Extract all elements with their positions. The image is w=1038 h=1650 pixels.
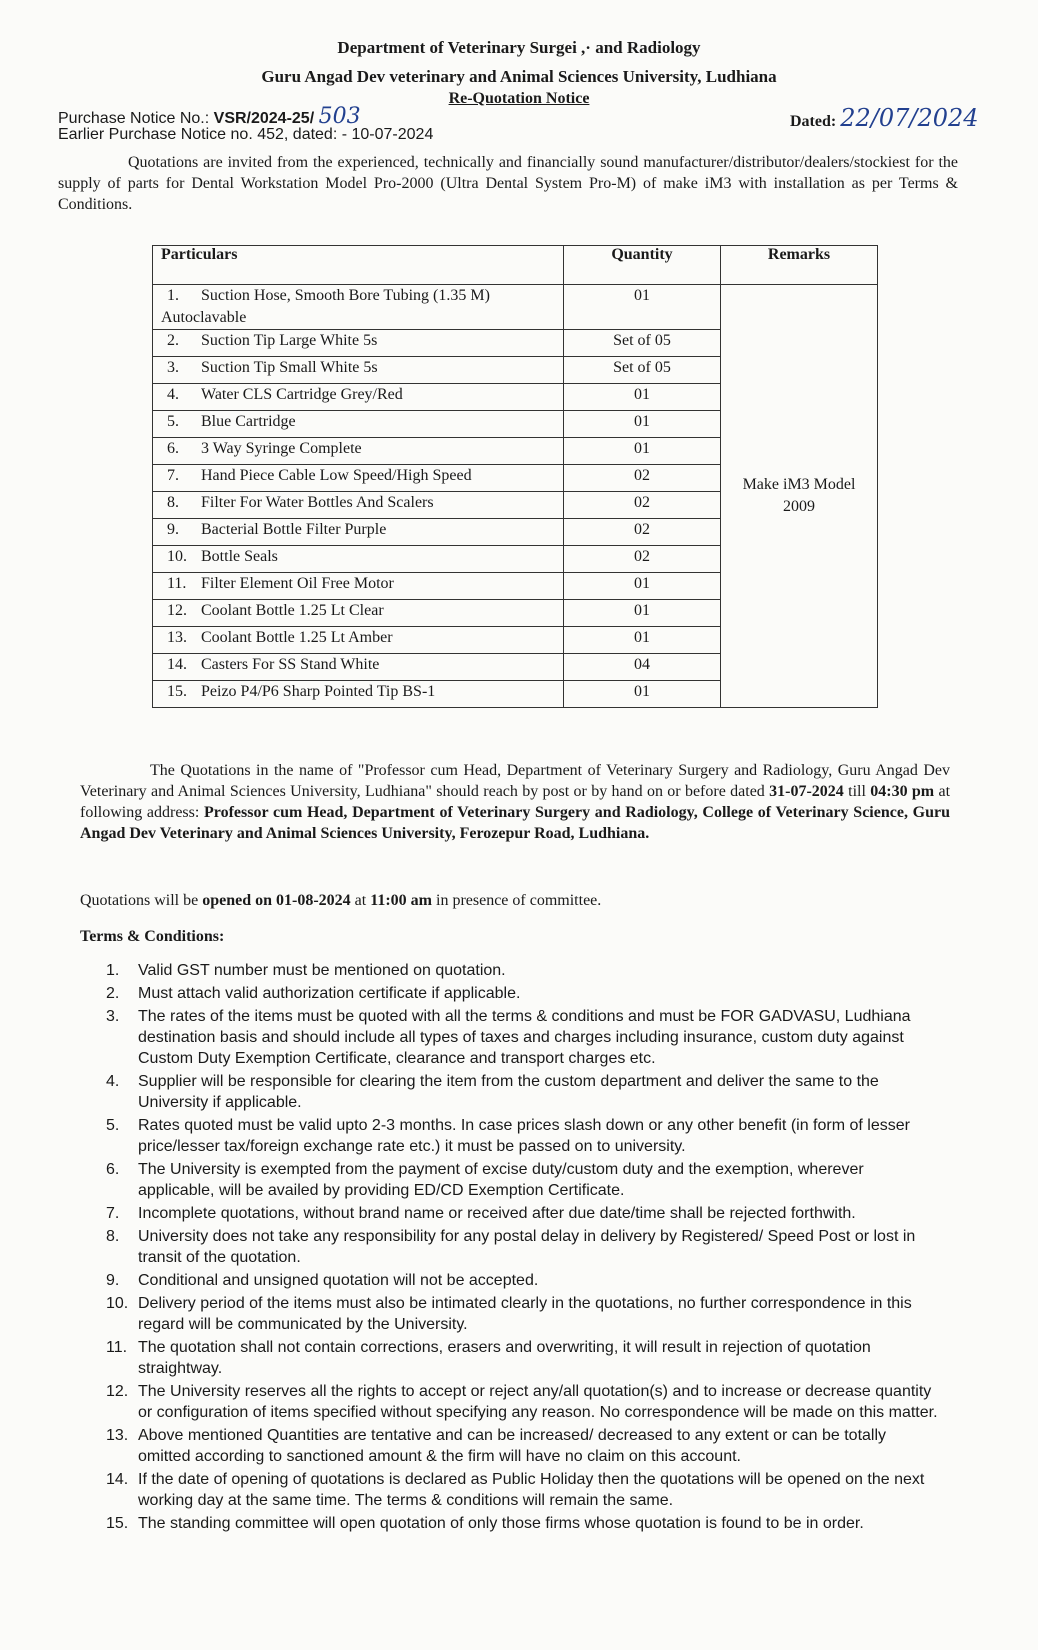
item-number: 11. (167, 575, 187, 592)
submission-text-1: The Quotations in the name of "Professor cum Head, Department of Veterinary Surgery and Radiology, Guru Angad Dev Veterinary and Animal Sciences University, Ludhiana" should reach by post or by hand on or before dated (80, 762, 950, 800)
item-name: Peizo P4/P6 Sharp Pointed Tip BS-1 (201, 683, 436, 700)
item-number: 12. (167, 602, 187, 619)
term-text: If the date of opening of quotations is declared as Public Holiday then the quotations will be opened on the next working day at the same time. The terms & conditions will remain the same. (138, 1471, 925, 1509)
term-item (106, 1006, 941, 1069)
term-item (106, 1293, 941, 1335)
header-quantity: Quantity (564, 246, 721, 285)
purchase-notice-number: VSR/2024-25/ (213, 110, 315, 127)
item-quantity: 01 (564, 411, 721, 438)
term-item (106, 1226, 941, 1268)
term-number: 2. (106, 985, 120, 1002)
terms-heading: Terms & Conditions: (80, 928, 225, 945)
item-quantity: Set of 05 (564, 357, 721, 384)
item-quantity: 02 (564, 465, 721, 492)
item-particulars (153, 285, 564, 330)
notice-title: Re-Quotation Notice (448, 90, 590, 107)
earlier-notice-line: Earlier Purchase Notice no. 452, dated: - 10-07-2024 (58, 126, 434, 143)
item-particulars (153, 438, 564, 465)
term-item (106, 960, 941, 981)
item-quantity: 01 (564, 438, 721, 465)
opening-paragraph (80, 890, 950, 911)
item-name: Bacterial Bottle Filter Purple (201, 521, 387, 538)
table-header-row (153, 246, 878, 285)
department-heading: Department of Veterinary Surgei ,· and Radiology (337, 38, 701, 57)
term-item (106, 1425, 941, 1467)
term-item (106, 1071, 941, 1113)
dated-line (790, 104, 979, 132)
term-text: The University is exempted from the payment of excise duty/custom duty and the exemption, wherever applicable, will be availed by providing ED/CD Exemption Certificate. (138, 1161, 864, 1199)
term-text: Valid GST number must be mentioned on quotation. (138, 962, 506, 979)
opening-text-3: in presence of committee. (432, 892, 602, 909)
intro-text: Quotations are invited from the experienced, technically and financially sound manufacturer/distributor/dealers/stockiest for the supply of parts for Dental Workstation Model Pro-2000 (Ultra Dental System Pro-M) of make iM3 with installation as per Terms & Conditions. (58, 154, 958, 213)
intro-paragraph (58, 152, 958, 215)
university-heading: Guru Angad Dev veterinary and Animal Sciences University, Ludhiana (261, 67, 777, 86)
header-remarks: Remarks (721, 246, 878, 285)
item-number: 9. (167, 521, 179, 538)
term-text: Must attach valid authorization certificate if applicable. (138, 985, 521, 1002)
term-item (106, 1513, 941, 1534)
term-item (106, 1381, 941, 1423)
item-name: Suction Tip Large White 5s (201, 332, 378, 349)
item-number: 15. (167, 683, 187, 700)
term-number: 6. (106, 1161, 120, 1178)
submission-address: Professor cum Head, Department of Veterinary Surgery and Radiology, College of Veterinary Science, Guru Angad Dev Veterinary and Animal Sciences University, Ferozepur Road, Ludhiana. (80, 804, 950, 842)
item-particulars (153, 654, 564, 681)
item-number: 5. (167, 413, 179, 430)
term-number: 15. (106, 1515, 129, 1532)
item-name: Filter Element Oil Free Motor (201, 575, 394, 592)
item-quantity: 02 (564, 492, 721, 519)
item-quantity: Set of 05 (564, 330, 721, 357)
term-item (106, 1337, 941, 1379)
term-text: The rates of the items must be quoted with all the terms & conditions and must be FOR GADVASU, Ludhiana destination basis and should include all types of taxes and charges including insurance, custom duty against Custom Duty Exemption Certificate, clearance and transport charges etc. (138, 1008, 911, 1067)
item-number: 3. (167, 359, 179, 376)
term-text: The University reserves all the rights to accept or reject any/all quotation(s) and to increase or decrease quantity or configuration of items specified without specifying any reason. No correspondence will be made on this matter. (138, 1383, 938, 1421)
item-name: Suction Hose, Smooth Bore Tubing (1.35 M) Autoclavable (161, 287, 490, 326)
item-number: 6. (167, 440, 179, 457)
item-number: 4. (167, 386, 179, 403)
item-name: Hand Piece Cable Low Speed/High Speed (201, 467, 472, 484)
opening-date: opened on 01-08-2024 (202, 892, 351, 909)
remarks-cell: Make iM3 Model 2009 (721, 285, 878, 708)
item-particulars (153, 411, 564, 438)
item-number: 14. (167, 656, 187, 673)
submission-paragraph (80, 760, 950, 844)
header-particulars: Particulars (153, 246, 564, 285)
item-particulars (153, 546, 564, 573)
term-number: 3. (106, 1008, 120, 1025)
term-number: 8. (106, 1228, 120, 1245)
term-item (106, 1159, 941, 1201)
term-number: 7. (106, 1205, 120, 1222)
term-item (106, 983, 941, 1004)
item-name: Water CLS Cartridge Grey/Red (201, 386, 403, 403)
item-number: 10. (167, 548, 187, 565)
item-quantity: 01 (564, 573, 721, 600)
item-particulars (153, 330, 564, 357)
item-quantity: 02 (564, 519, 721, 546)
term-text: University does not take any responsibility for any postal delay in delivery by Registered/ Speed Post or lost in transit of the quotation. (138, 1228, 916, 1266)
term-number: 11. (106, 1339, 128, 1356)
items-table-body (153, 285, 878, 708)
item-particulars (153, 465, 564, 492)
item-particulars (153, 492, 564, 519)
deadline-time: 04:30 pm (870, 783, 935, 800)
item-number: 2. (167, 332, 179, 349)
item-name: Casters For SS Stand White (201, 656, 380, 673)
handwritten-date: 22/07/2024 (840, 104, 979, 132)
term-number: 4. (106, 1073, 120, 1090)
opening-text-2: at (350, 892, 371, 909)
item-particulars (153, 627, 564, 654)
term-number: 10. (106, 1295, 129, 1312)
term-text: The quotation shall not contain corrections, erasers and overwriting, it will result in rejection of quotation straightway. (138, 1339, 871, 1377)
item-quantity: 01 (564, 600, 721, 627)
item-number: 7. (167, 467, 179, 484)
submission-text-2: till (843, 783, 871, 800)
items-table (152, 245, 878, 708)
item-name: Suction Tip Small White 5s (201, 359, 378, 376)
item-quantity: 02 (564, 546, 721, 573)
item-number: 8. (167, 494, 179, 511)
term-text: Rates quoted must be valid upto 2-3 months. In case prices slash down or any other benefit (in form of lesser price/lesser tax/foreign exchange rate etc.) it must be passed on to university. (138, 1117, 910, 1155)
term-number: 1. (106, 962, 120, 979)
dated-label: Dated: (790, 113, 837, 130)
term-text: Incomplete quotations, without brand name or received after due date/time shall be rejected forthwith. (138, 1205, 856, 1222)
item-quantity: 01 (564, 627, 721, 654)
item-particulars (153, 384, 564, 411)
item-name: Coolant Bottle 1.25 Lt Amber (201, 629, 393, 646)
term-text: Supplier will be responsible for clearing the item from the custom department and deliver the same to the University if applicable. (138, 1073, 879, 1111)
item-name: Blue Cartridge (201, 413, 296, 430)
item-name: Coolant Bottle 1.25 Lt Clear (201, 602, 384, 619)
item-particulars (153, 573, 564, 600)
term-item (106, 1115, 941, 1157)
opening-text-1: Quotations will be (80, 892, 203, 909)
item-quantity: 04 (564, 654, 721, 681)
handwritten-notice-number: 503 (318, 104, 361, 129)
item-particulars (153, 357, 564, 384)
item-name: Bottle Seals (201, 548, 278, 565)
item-number: 1. (167, 287, 179, 304)
submission-text-3: at following address: (80, 783, 951, 821)
item-number: 13. (167, 629, 187, 646)
term-item (106, 1203, 941, 1224)
terms-list (106, 960, 941, 1536)
opening-time: 11:00 am (370, 892, 432, 909)
item-name: 3 Way Syringe Complete (201, 440, 362, 457)
term-text: Conditional and unsigned quotation will not be accepted. (138, 1272, 539, 1289)
term-item (106, 1469, 941, 1511)
term-number: 14. (106, 1471, 129, 1488)
term-number: 5. (106, 1117, 120, 1134)
deadline-date: 31-07-2024 (769, 783, 844, 800)
purchase-notice-label: Purchase Notice No.: (58, 110, 210, 127)
term-number: 12. (106, 1383, 129, 1400)
table-row (153, 285, 878, 330)
item-name: Filter For Water Bottles And Scalers (201, 494, 434, 511)
term-text: Delivery period of the items must also be intimated clearly in the quotations, no further correspondence in this regard will be communicated by the University. (138, 1295, 912, 1333)
item-particulars (153, 681, 564, 708)
item-quantity: 01 (564, 681, 721, 708)
term-text: The standing committee will open quotation of only those firms whose quotation is found to be in order. (138, 1515, 864, 1532)
item-particulars (153, 600, 564, 627)
term-item (106, 1270, 941, 1291)
item-quantity: 01 (564, 384, 721, 411)
term-number: 13. (106, 1427, 129, 1444)
item-particulars (153, 519, 564, 546)
term-number: 9. (106, 1272, 120, 1289)
item-quantity: 01 (564, 285, 721, 330)
term-text: Above mentioned Quantities are tentative and can be increased/ decreased to any extent or can be totally omitted according to sanctioned amount & the firm will have no claim on this account. (138, 1427, 887, 1465)
